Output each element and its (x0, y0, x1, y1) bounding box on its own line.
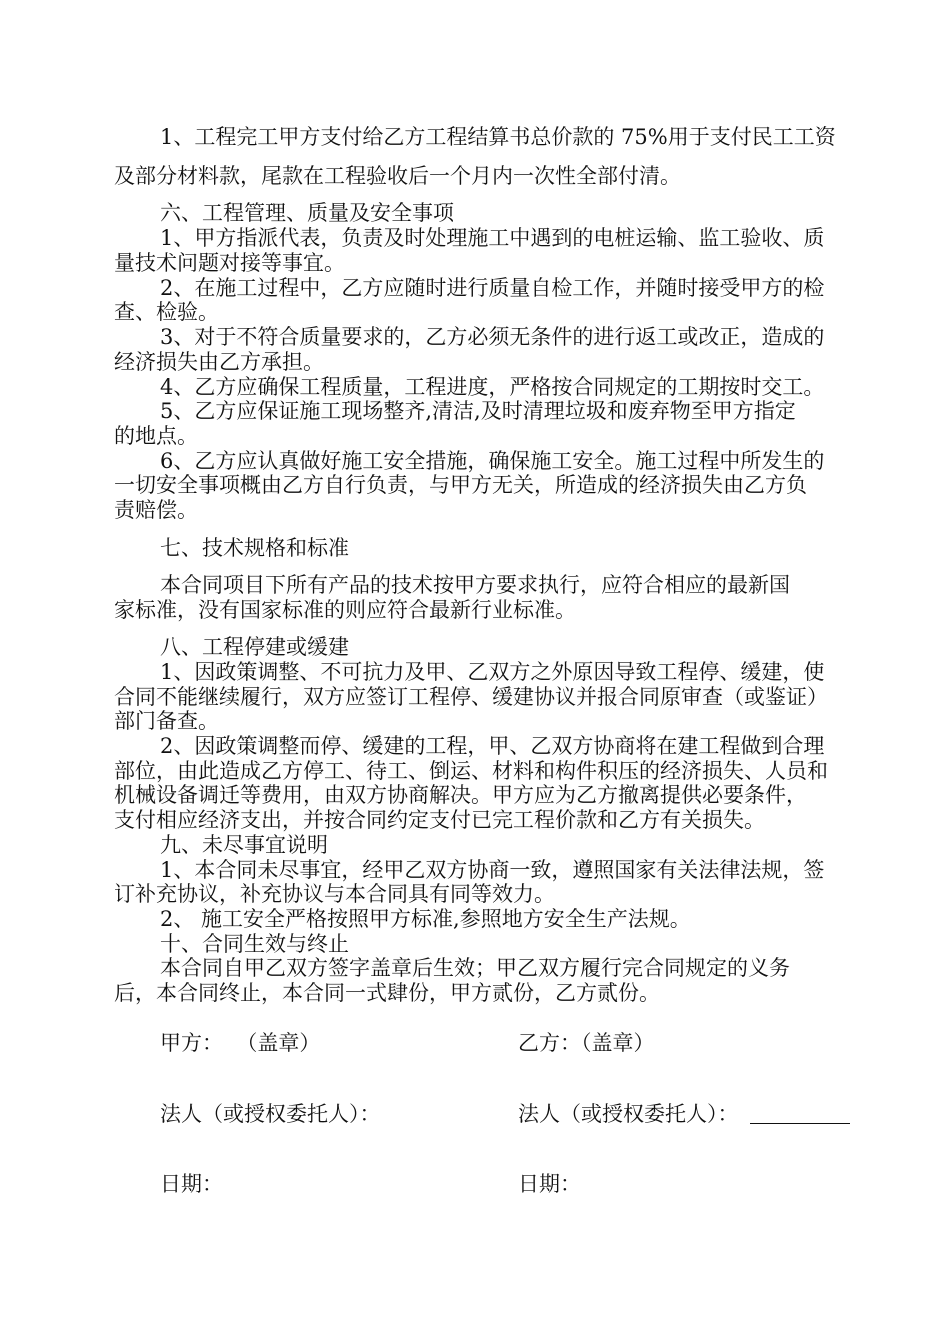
section-9-item-2: 2、 施工安全严格按照甲方标准,参照地方安全生产法规。 (160, 907, 691, 931)
section-9-item-1-line-1: 1、本合同未尽事宜，经甲乙双方协商一致，遵照国家有关法律法规，签 (160, 858, 825, 882)
section-8-item-1-line-3: 部门备查。 (114, 709, 219, 733)
section-7-text-line-1: 本合同项目下所有产品的技术按甲方要求执行，应符合相应的最新国 (160, 573, 790, 597)
section-10-text-line-2: 后，本合同终止，本合同一式肆份，甲方贰份，乙方贰份。 (114, 981, 660, 1005)
section-6-item-6-line-2: 一切安全事项概由乙方自行负责，与甲方无关，所造成的经济损失由乙方负 (114, 473, 807, 497)
section-9-item-1-line-2: 订补充协议，补充协议与本合同具有同等效力。 (114, 882, 555, 906)
section-8-item-1-line-2: 合同不能继续履行，双方应签订工程停、缓建协议并报合同原审查（或鉴证） (114, 685, 828, 709)
party-a-seal: 甲方： （盖章） (160, 1031, 321, 1055)
section-6-item-6-line-3: 责赔偿。 (114, 498, 198, 522)
party-b-seal: 乙方：（盖章） (518, 1031, 655, 1055)
party-b-legal-representative: 法人（或授权委托人）： (518, 1102, 739, 1126)
section-8-item-2-line-3: 机械设备调迁等费用，由双方协商解决。甲方应为乙方撤离提供必要条件， (114, 783, 807, 807)
section-10-text-line-1: 本合同自甲乙双方签字盖章后生效；甲乙双方履行完合同规定的义务 (160, 956, 790, 980)
section-6-item-5-line-2: 的地点。 (114, 424, 198, 448)
section-6-item-2-line-1: 2、在施工过程中，乙方应随时进行质量自检工作，并随时接受甲方的检 (160, 276, 825, 300)
section-8-item-2-line-1: 2、因政策调整而停、缓建的工程，甲、乙双方协商将在建工程做到合理 (160, 734, 825, 758)
section-8-heading: 八、工程停建或缓建 (160, 635, 349, 659)
section-6-item-3-line-1: 3、对于不符合质量要求的，乙方必须无条件的进行返工或改正，造成的 (160, 325, 825, 349)
section-8-item-2-line-2: 部位，由此造成乙方停工、待工、倒运、材料和构件积压的经济损失、人员和 (114, 759, 828, 783)
section-6-heading: 六、工程管理、质量及安全事项 (160, 201, 454, 225)
party-a-legal-representative: 法人（或授权委托人）： (160, 1102, 381, 1126)
section-6-item-5-line-1: 5、乙方应保证施工现场整齐,清洁,及时清理垃圾和废弃物至甲方指定 (160, 399, 796, 423)
section-9-heading: 九、未尽事宜说明 (160, 833, 328, 857)
section-6-item-3-line-2: 经济损失由乙方承担。 (114, 350, 324, 374)
party-b-date: 日期： (518, 1172, 581, 1196)
section-10-heading: 十、合同生效与终止 (160, 932, 349, 956)
section-6-item-4: 4、乙方应确保工程质量，工程进度，严格按合同规定的工期按时交工。 (160, 375, 825, 399)
section-7-heading: 七、技术规格和标准 (160, 536, 349, 560)
party-b-signature-line[interactable] (750, 1123, 850, 1124)
section-6-item-6-line-1: 6、乙方应认真做好施工安全措施，确保施工安全。施工过程中所发生的 (160, 449, 825, 473)
party-a-date: 日期： (160, 1172, 223, 1196)
clause-1-line-2: 及部分材料款，尾款在工程验收后一个月内一次性全部付清。 (114, 164, 681, 188)
clause-1-line-1: 1、工程完工甲方支付给乙方工程结算书总价款的 75%用于支付民工工资 (160, 125, 836, 149)
section-8-item-2-line-4: 支付相应经济支出，并按合同约定支付已完工程价款和乙方有关损失。 (114, 808, 765, 832)
section-6-item-2-line-2: 查、检验。 (114, 300, 219, 324)
section-8-item-1-line-1: 1、因政策调整、不可抗力及甲、乙双方之外原因导致工程停、缓建，使 (160, 660, 825, 684)
section-6-item-1-line-1: 1、甲方指派代表，负责及时处理施工中遇到的电桩运输、监工验收、质 (160, 226, 825, 250)
section-7-text-line-2: 家标准，没有国家标准的则应符合最新行业标准。 (114, 598, 576, 622)
section-6-item-1-line-2: 量技术问题对接等事宜。 (114, 251, 345, 275)
